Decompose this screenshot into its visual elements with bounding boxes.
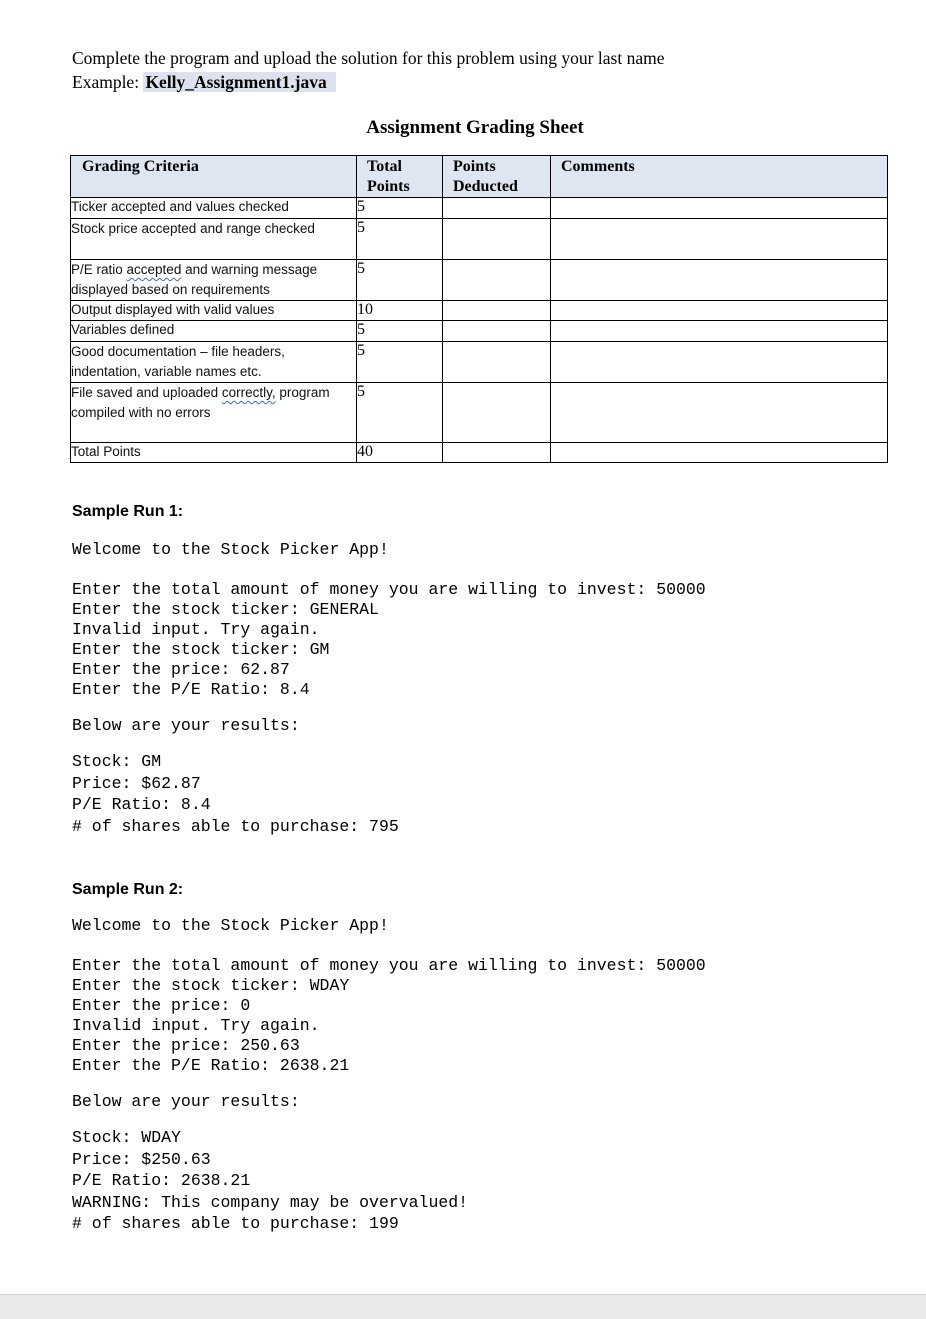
comments-cell xyxy=(551,321,888,342)
grading-row xyxy=(71,301,888,321)
grading-row xyxy=(71,321,888,342)
console-line: Price: $250.63 xyxy=(72,1149,211,1169)
deducted-cell xyxy=(443,321,551,342)
grading-header-row xyxy=(71,156,888,198)
console-line: Enter the price: 250.63 xyxy=(72,1036,300,1055)
instruction-line: Complete the program and upload the solution for this problem using your last name xyxy=(72,48,665,68)
header-points-deducted xyxy=(443,156,551,198)
criteria-cell: P/E ratio accepted and warning message displayed based on requirements xyxy=(71,260,357,301)
deducted-cell xyxy=(443,443,551,463)
criteria-cell: Stock price accepted and range checked xyxy=(71,219,357,260)
instructions xyxy=(72,46,664,94)
console-line: Enter the total amount of money you are willing to invest: 50000 xyxy=(72,580,706,599)
example-prefix: Example: xyxy=(72,72,144,92)
example-filename: Kelly_Assignment1.java xyxy=(143,72,335,92)
console-line: # of shares able to purchase: 795 xyxy=(72,816,399,836)
deducted-cell xyxy=(443,219,551,260)
comments-cell xyxy=(551,301,888,321)
total-points-cell: 40 xyxy=(357,443,443,463)
console-line: Invalid input. Try again. xyxy=(72,1016,320,1035)
sample-run-2-inputs xyxy=(72,956,706,1076)
spellcheck-mark: correctly, xyxy=(221,385,276,400)
sample-run-2-heading: Sample Run 2: xyxy=(72,881,184,898)
header-points-deducted-label: Points Deducted xyxy=(453,158,518,195)
console-line: Stock: GM xyxy=(72,752,162,771)
comments-cell xyxy=(551,219,888,260)
deducted-cell xyxy=(443,342,551,383)
deducted-cell xyxy=(443,301,551,321)
grading-table xyxy=(70,155,888,463)
console-line: P/E Ratio: 2638.21 xyxy=(72,1171,251,1190)
example-line xyxy=(72,70,664,94)
points-cell: 5 xyxy=(357,321,443,342)
points-cell: 10 xyxy=(357,301,443,321)
points-cell: 5 xyxy=(357,198,443,219)
grading-row xyxy=(71,383,888,443)
sample-run-1-welcome: Welcome to the Stock Picker App! xyxy=(72,540,389,559)
sample-run-1-heading: Sample Run 1: xyxy=(72,503,184,520)
comments-cell xyxy=(551,260,888,301)
sample-run-2-results xyxy=(72,1127,468,1235)
console-line: Enter the P/E Ratio: 2638.21 xyxy=(72,1056,350,1075)
sample-run-2-welcome: Welcome to the Stock Picker App! xyxy=(72,916,389,935)
console-line: Enter the stock ticker: WDAY xyxy=(72,976,350,995)
console-line: Enter the price: 62.87 xyxy=(72,660,290,679)
console-line: Stock: WDAY xyxy=(72,1128,181,1147)
comments-cell xyxy=(551,443,888,463)
sample-run-2-results-header: Below are your results: xyxy=(72,1092,300,1111)
console-line: # of shares able to purchase: 199 xyxy=(72,1214,399,1233)
points-cell: 5 xyxy=(357,342,443,383)
deducted-cell xyxy=(443,383,551,443)
grading-sheet-title: Assignment Grading Sheet xyxy=(366,117,584,138)
criteria-cell: Good documentation – file headers, indentation, variable names etc. xyxy=(71,342,357,383)
points-cell: 5 xyxy=(357,383,443,443)
sample-run-1-inputs xyxy=(72,580,706,700)
points-cell: 5 xyxy=(357,260,443,301)
grading-row xyxy=(71,342,888,383)
criteria-cell: Output displayed with valid values xyxy=(71,301,357,321)
console-line: Invalid input. Try again. xyxy=(72,620,320,639)
criteria-cell: File saved and uploaded correctly, program compiled with no errors xyxy=(71,383,357,443)
criteria-cell: Ticker accepted and values checked xyxy=(71,198,357,219)
header-grading-criteria: Grading Criteria xyxy=(71,156,357,198)
bottom-scroll-area xyxy=(0,1294,926,1319)
comments-cell xyxy=(551,383,888,443)
spellcheck-mark: accepted xyxy=(126,262,182,277)
header-comments: Comments xyxy=(551,156,888,198)
points-cell: 5 xyxy=(357,219,443,260)
total-label-cell: Total Points xyxy=(71,443,357,463)
grading-row xyxy=(71,219,888,260)
grading-row xyxy=(71,260,888,301)
console-line: Enter the P/E Ratio: 8.4 xyxy=(72,680,310,699)
comments-cell xyxy=(551,198,888,219)
console-line: Price: $62.87 xyxy=(72,773,201,793)
comments-cell xyxy=(551,342,888,383)
console-line: Enter the total amount of money you are willing to invest: 50000 xyxy=(72,956,706,975)
grading-row xyxy=(71,198,888,219)
console-line: Enter the stock ticker: GM xyxy=(72,640,330,659)
console-line: Enter the price: 0 xyxy=(72,996,251,1015)
header-total-points-label: Total Points xyxy=(367,158,410,195)
warning-line: WARNING: This company may be overvalued! xyxy=(72,1192,469,1212)
console-line: P/E Ratio: 8.4 xyxy=(72,795,211,814)
header-total-points xyxy=(357,156,443,198)
criteria-cell: Variables defined xyxy=(71,321,357,342)
deducted-cell xyxy=(443,198,551,219)
sample-run-1-results xyxy=(72,751,399,837)
deducted-cell xyxy=(443,260,551,301)
sample-run-1-results-header: Below are your results: xyxy=(72,716,300,735)
console-line: Enter the stock ticker: GENERAL xyxy=(72,600,379,619)
grading-total-row xyxy=(71,443,888,463)
